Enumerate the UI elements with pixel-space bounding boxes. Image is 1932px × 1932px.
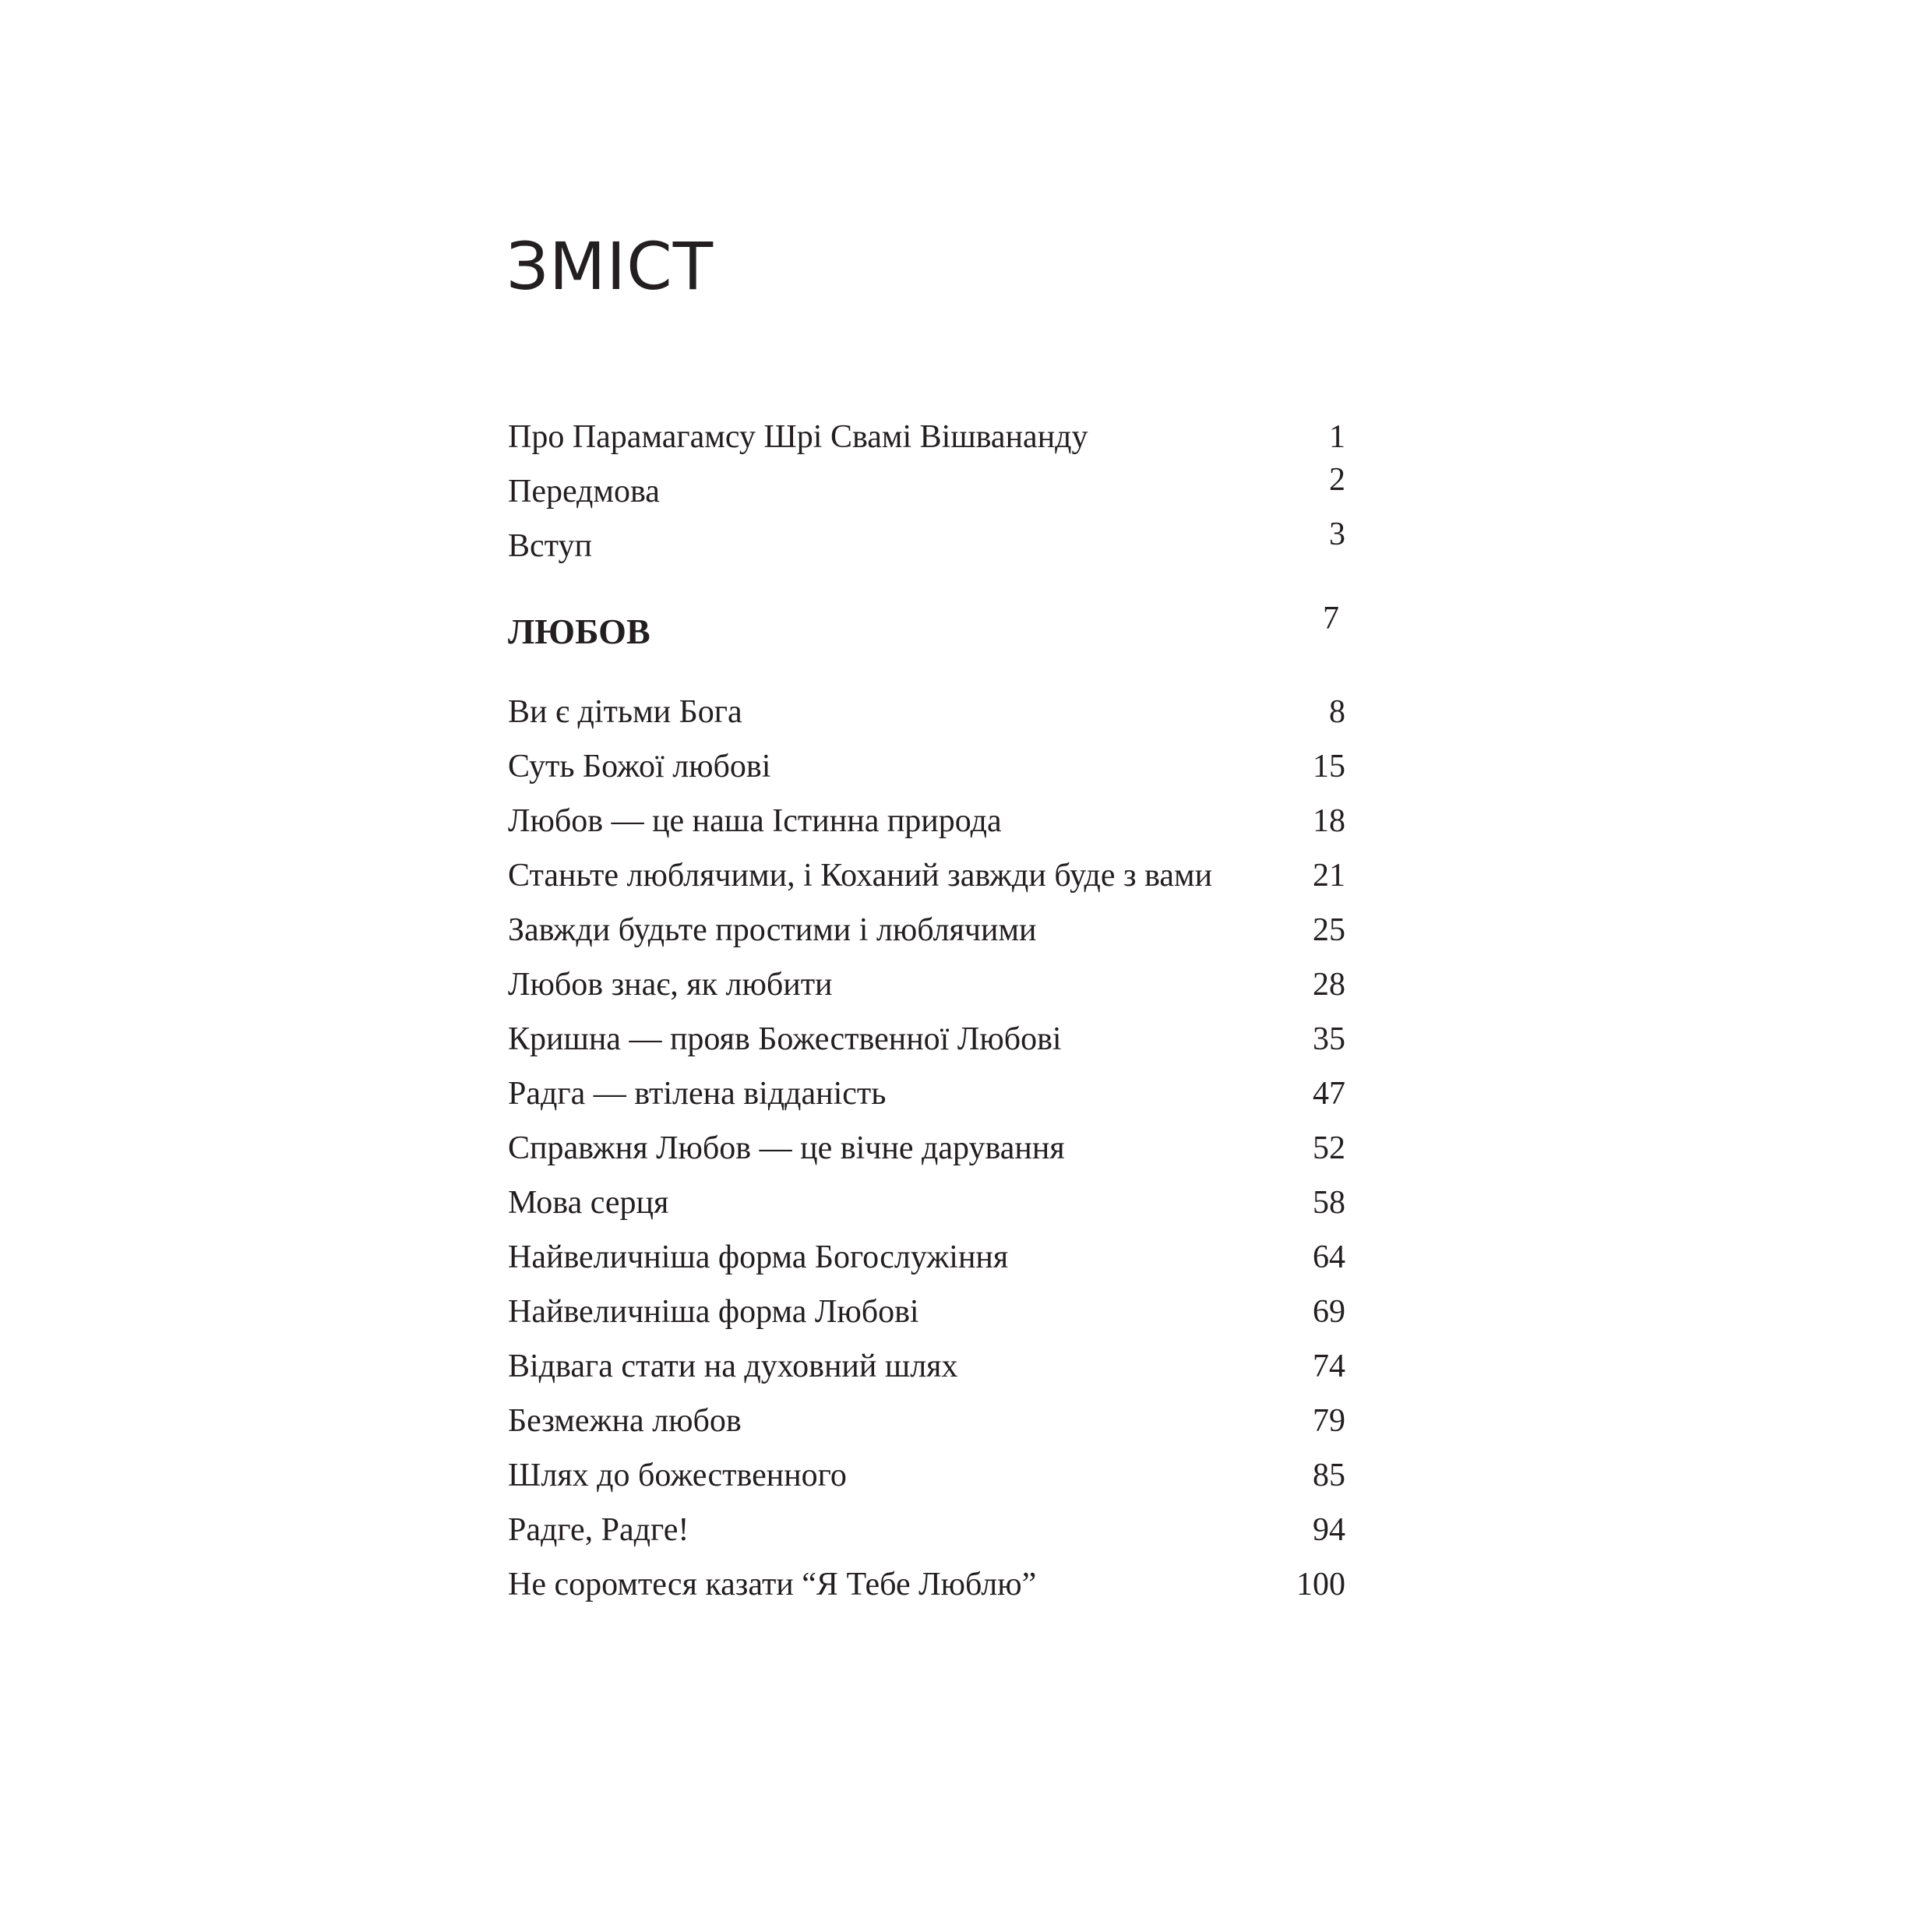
toc-entry[interactable] [508, 1132, 1345, 1179]
toc-entry-page: 79 [1313, 1403, 1345, 1439]
toc-entry-title: Любов — це наша Істинна природа [508, 803, 1002, 839]
toc-entry-title: Радге, Радге! [508, 1512, 689, 1548]
toc-entry[interactable] [508, 1077, 1345, 1124]
toc-entry-page: 52 [1313, 1130, 1345, 1166]
toc-entry-title: Кришна — прояв Божественної Любові [508, 1021, 1062, 1057]
toc-entry[interactable] [508, 1186, 1345, 1233]
toc-entry-title: Про Парамагамсу Шрі Свамі Вішвананду [508, 419, 1088, 455]
toc-entry-title: Найвеличніша форма Любові [508, 1294, 919, 1330]
toc-entry-title: Передмова [508, 474, 660, 509]
toc-entry[interactable] [508, 1568, 1345, 1615]
toc-entry-page: 85 [1313, 1458, 1345, 1493]
toc-entry-title: Завжди будьте простими і люблячими [508, 912, 1037, 948]
toc-entry[interactable] [508, 421, 1345, 467]
toc-entry-page: 1 [1329, 419, 1345, 455]
toc-entry-title: Ви є дітьми Бога [508, 694, 742, 730]
toc-section-title: ЛЮБОВ [508, 612, 650, 651]
toc-entry-page: 21 [1313, 858, 1345, 894]
toc-entry-page: 8 [1329, 694, 1345, 730]
toc-entry-page: 47 [1313, 1076, 1345, 1112]
toc-entry-page: 15 [1313, 749, 1345, 784]
toc-entry-page: 2 [1329, 462, 1345, 498]
toc-entry-title: Вступ [508, 528, 592, 564]
toc-entry[interactable] [508, 516, 1345, 576]
toc-entry[interactable] [508, 968, 1345, 1015]
toc-entry[interactable] [508, 914, 1345, 961]
toc-entry[interactable] [508, 1405, 1345, 1451]
toc-entry[interactable] [508, 750, 1345, 797]
toc-entry-title: Шлях до божественного [508, 1458, 847, 1493]
toc-entry-page: 35 [1313, 1021, 1345, 1057]
toc-entry[interactable] [508, 1459, 1345, 1506]
toc-entry[interactable] [508, 1514, 1345, 1560]
toc-entry-page: 18 [1313, 803, 1345, 839]
toc-entry-title: Найвеличніша форма Богослужіння [508, 1239, 1009, 1275]
toc-entry[interactable] [508, 859, 1345, 906]
toc-entry-title: Суть Божої любові [508, 749, 771, 784]
toc-entry-title: Не соромтеся казати “Я Тебе Люблю” [508, 1567, 1037, 1602]
toc-entry-page: 100 [1296, 1567, 1345, 1602]
toc-entry-title: Мова серця [508, 1185, 669, 1221]
toc-entry-title: Справжня Любов — це вічне дарування [508, 1130, 1065, 1166]
toc-entry-title: Станьте люблячими, і Коханий завжди буде з вами [508, 858, 1213, 894]
toc-entry-page: 94 [1313, 1512, 1345, 1548]
toc-entry-title: Безмежна любов [508, 1403, 742, 1439]
toc-entry-page: 69 [1313, 1294, 1345, 1330]
toc-section-page: 7 [1323, 601, 1339, 636]
toc-entry-title: Радга — втілена відданість [508, 1076, 887, 1112]
toc-entry[interactable] [508, 1023, 1345, 1070]
toc-entry[interactable] [508, 805, 1345, 851]
toc-entry-title: Любов знає, як любити [508, 967, 833, 1003]
toc-entry-page: 28 [1313, 967, 1345, 1003]
toc-entry-page: 3 [1329, 516, 1345, 552]
toc-entry-page: 58 [1313, 1185, 1345, 1221]
toc-heading: ЗМІСТ [506, 228, 714, 305]
toc-entry-title: Відвага стати на духовний шлях [508, 1349, 958, 1384]
toc-entry[interactable] [508, 1241, 1345, 1288]
toc-entry[interactable] [508, 696, 1345, 742]
toc-entry-page: 25 [1313, 912, 1345, 948]
toc-entry-page: 74 [1313, 1349, 1345, 1384]
toc-entry-page: 64 [1313, 1239, 1345, 1275]
toc-entry[interactable] [508, 462, 1345, 522]
toc-entry[interactable] [508, 1350, 1345, 1397]
toc-section[interactable] [508, 601, 1345, 661]
toc-entry[interactable] [508, 1296, 1345, 1342]
